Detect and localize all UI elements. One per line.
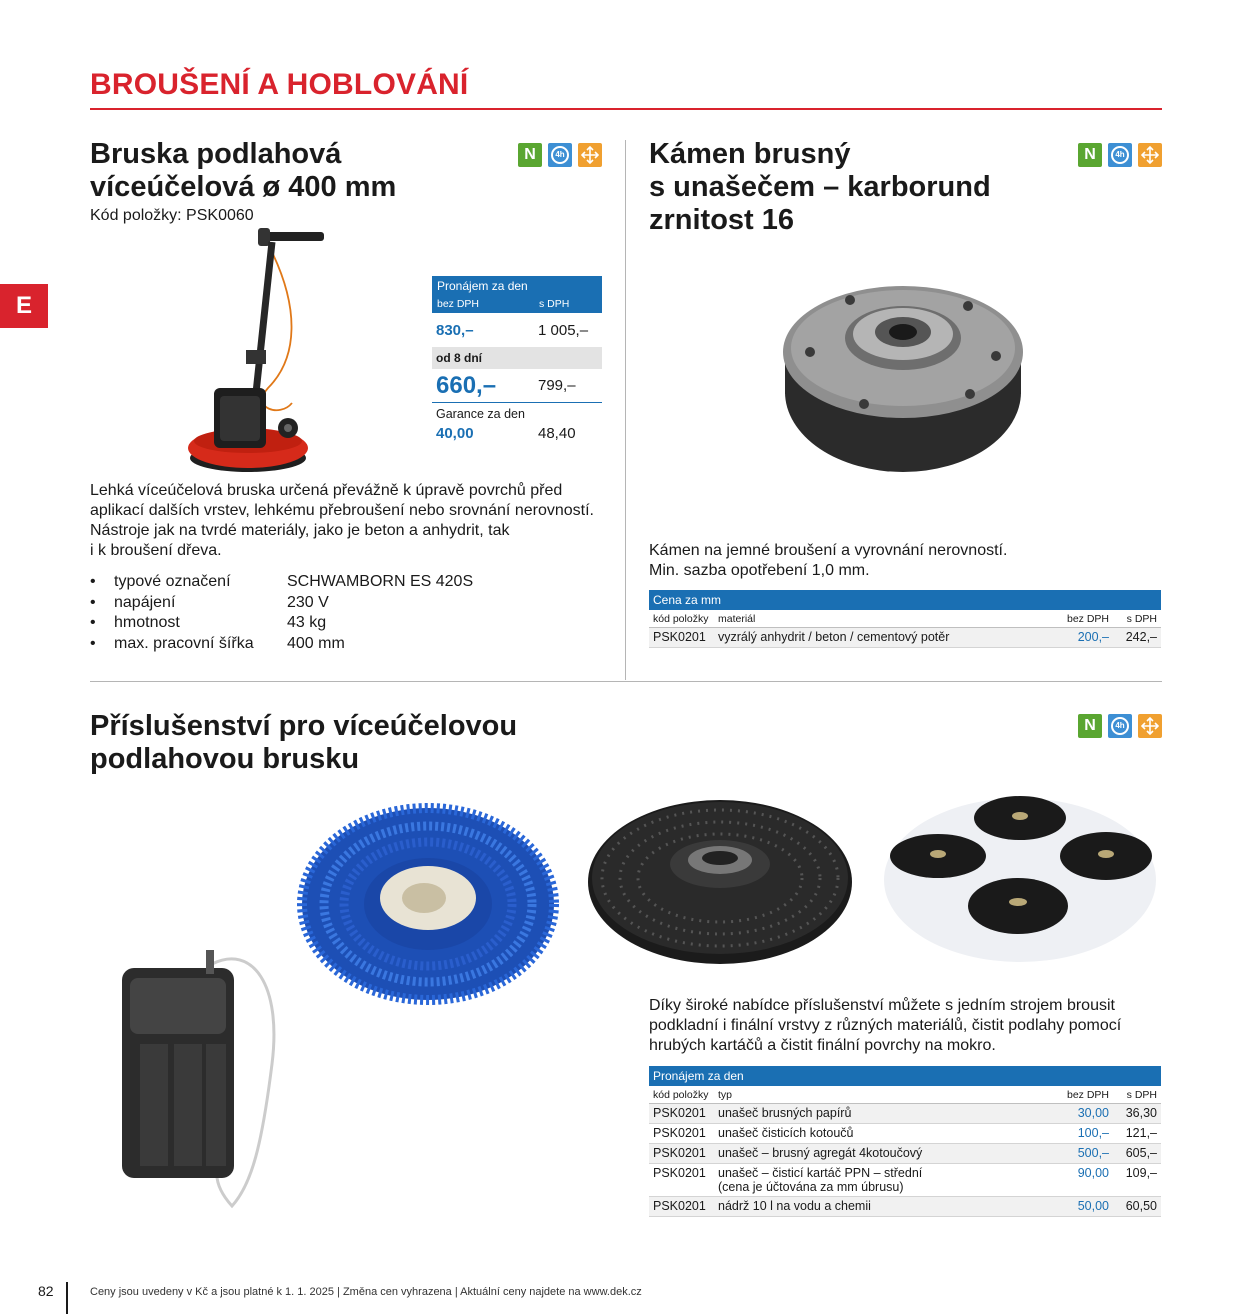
footer-note: Ceny jsou uvedeny v Kč a jsou platné k 1. 1. 2025 | Změna cen vyhrazena | Aktuální ceny najdete na www.dek.cz — [90, 1286, 642, 1298]
deposit-without-vat: 40,00 — [436, 424, 474, 442]
table-header: Pronájem za den — [649, 1066, 1161, 1086]
spec-row: • napájení 230 V — [90, 593, 329, 611]
table-row: PSK0201 unašeč – brusný agregát 4kotoučový 500,– 605,– — [649, 1144, 1161, 1164]
product-title-line: Příslušenství pro víceúčelovou — [90, 710, 518, 742]
page-number: 82 — [38, 1283, 54, 1299]
table-row: PSK0201 unašeč – čisticí kartáč PPN – střední (cena je účtována za mm úbrusu) 90,00 109,– — [649, 1164, 1161, 1197]
product-title-line: podlahovou brusku — [90, 743, 360, 775]
description-line: Nástroje jak na tvrdé materiály, jako je beton a anhydrit, tak — [90, 522, 510, 539]
grinding-stone-image — [780, 282, 1026, 478]
price-long-with-vat: 799,– — [538, 377, 576, 394]
move-arrows-icon — [1138, 714, 1162, 738]
spec-list — [90, 572, 473, 654]
description-line: podkladní i finální vrstvy z různých materiálů, čistit podlahy pomocí — [649, 1017, 1122, 1034]
product-icons — [1078, 714, 1162, 738]
table-header: Cena za mm — [649, 590, 1161, 610]
price-long-without-vat: 660,– — [436, 371, 497, 399]
price-day-with-vat: 1 005,– — [538, 321, 589, 339]
deposit-row — [432, 421, 602, 445]
table-body — [649, 1104, 1161, 1217]
water-tank-image — [112, 944, 302, 1210]
deposit-with-vat: 48,40 — [538, 424, 576, 442]
spec-row: • hmotnost 43 kg — [90, 614, 327, 631]
description-line: hrubých kartáčů a čistit finální povrchy na mokro. — [649, 1037, 996, 1054]
new-icon: N — [1078, 714, 1102, 738]
table-row: PSK0201 unašeč brusných papírů 30,00 36,30 — [649, 1104, 1161, 1124]
price-table — [649, 590, 1161, 648]
section-divider — [90, 681, 1162, 682]
product-title-line: víceúčelová ø 400 mm — [90, 171, 397, 203]
section-tab[interactable]: E — [0, 284, 48, 328]
table-columns: kód položky typ bez DPH s DPH — [649, 1086, 1161, 1104]
price-row-long — [432, 369, 602, 403]
deposit-label: Garance za den — [436, 407, 525, 421]
long-term-label: od 8 dní — [432, 347, 602, 369]
clock-4h-icon: 4h — [548, 143, 572, 167]
table-columns: kód položky materiál bez DPH s DPH — [649, 610, 1161, 628]
description-line: Min. sazba opotřebení 1,0 mm. — [649, 562, 870, 579]
product-title-line: Kámen brusný — [649, 138, 851, 170]
move-arrows-icon — [1138, 143, 1162, 167]
product-title-line: Bruska podlahová — [90, 138, 342, 170]
table-row: PSK0201 unašeč čisticích kotoučů 100,– 121,– — [649, 1124, 1161, 1144]
price-box — [432, 276, 602, 445]
spec-row: • max. pracovní šířka 400 mm — [90, 634, 345, 652]
col-without-vat: bez DPH — [437, 298, 480, 310]
product-title — [90, 138, 396, 204]
description-line: aplikací dalších vrstev, lehkému přebroušení nebo srovnání nerovností. — [90, 502, 594, 519]
four-disc-aggregate-image — [880, 794, 1160, 974]
product-description — [90, 481, 594, 561]
pad-holder-image — [584, 798, 856, 970]
price-row-day — [432, 313, 602, 347]
spec-row: • typové označení SCHWAMBORN ES 420S — [90, 573, 474, 590]
clock-4h-icon: 4h — [1108, 714, 1132, 738]
column-divider — [625, 140, 626, 680]
price-box-header — [432, 276, 602, 313]
footer-divider — [66, 1282, 68, 1314]
description-line: Kámen na jemné broušení a vyrovnání nerovností. — [649, 542, 1008, 559]
product-icons — [1078, 143, 1162, 167]
new-icon: N — [1078, 143, 1102, 167]
price-day-without-vat: 830,– — [436, 321, 474, 339]
floor-grinder-image — [180, 228, 350, 480]
clock-4h-icon: 4h — [1108, 143, 1132, 167]
description-line: Lehká víceúčelová bruska určená převážně k úpravě povrchů před — [90, 482, 563, 499]
description-line: i k broušení dřeva. — [90, 542, 222, 559]
accessories-description — [649, 996, 1121, 1056]
description-line: Díky široké nabídce příslušenství můžete s jedním strojem brousit — [649, 997, 1115, 1014]
accessories-title — [90, 710, 517, 776]
price-header-label: Pronájem za den — [437, 279, 528, 293]
table-row: PSK0201 nádrž 10 l na vodu a chemii 50,00 60,50 — [649, 1197, 1161, 1217]
brush-image — [292, 786, 564, 1022]
accessories-price-table — [649, 1066, 1161, 1217]
col-with-vat: s DPH — [539, 298, 570, 310]
table-row: PSK0201 vyzrálý anhydrit / beton / cementový potěr 200,– 242,– — [649, 628, 1161, 648]
product-title — [649, 138, 991, 237]
title-divider — [90, 108, 1162, 110]
product-title-line: s unašečem – karborund — [649, 171, 991, 203]
move-arrows-icon — [578, 143, 602, 167]
new-icon: N — [518, 143, 542, 167]
product-title-line: zrnitost 16 — [649, 204, 795, 236]
product-description — [649, 541, 1007, 581]
product-icons — [518, 143, 602, 167]
page-title: BROUŠENÍ A HOBLOVÁNÍ — [90, 68, 469, 101]
product-code: Kód položky: PSK0060 — [90, 207, 254, 224]
